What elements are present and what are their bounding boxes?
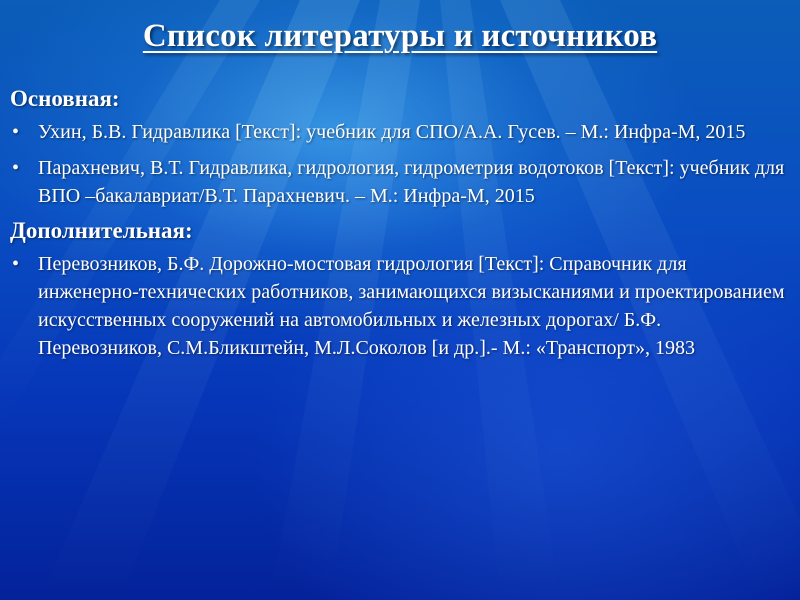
additional-literature-list	[10, 250, 790, 362]
main-literature-list	[10, 118, 790, 210]
list-item	[10, 250, 790, 362]
section-heading-main: Основная:	[10, 86, 120, 111]
reference-text: Перевозников, Б.Ф. Дорожно-мостовая гидрология [Текст]: Справочник для инженерно-технических работников, занимающихся визысканиями и проектированием искусственных сооружений на автомобильных и железных дорогах/ Б.Ф. Перевозников, С.М.Бликштейн, М.Л.Соколов [и др.].- М.: «Транспорт», 1983	[38, 253, 785, 359]
bullet-icon: •	[12, 253, 20, 275]
list-item	[10, 118, 790, 146]
list-item	[10, 154, 790, 210]
section-heading-additional: Дополнительная:	[10, 218, 193, 243]
bullet-icon: •	[12, 121, 20, 143]
bibliography-content	[10, 86, 790, 370]
slide-title: Список литературы и источников	[142, 18, 658, 54]
reference-text: Ухин, Б.В. Гидравлика [Текст]: учебник для СПО/А.А. Гусев. – М.: Инфра-М, 2015	[38, 121, 746, 143]
bullet-icon: •	[12, 157, 20, 179]
reference-text: Парахневич, В.Т. Гидравлика, гидрология, гидрометрия водотоков [Текст]: учебник для ВПО –бакалавриат/В.Т. Парахневич. – М.: Инфра-М, 2015	[38, 157, 785, 207]
